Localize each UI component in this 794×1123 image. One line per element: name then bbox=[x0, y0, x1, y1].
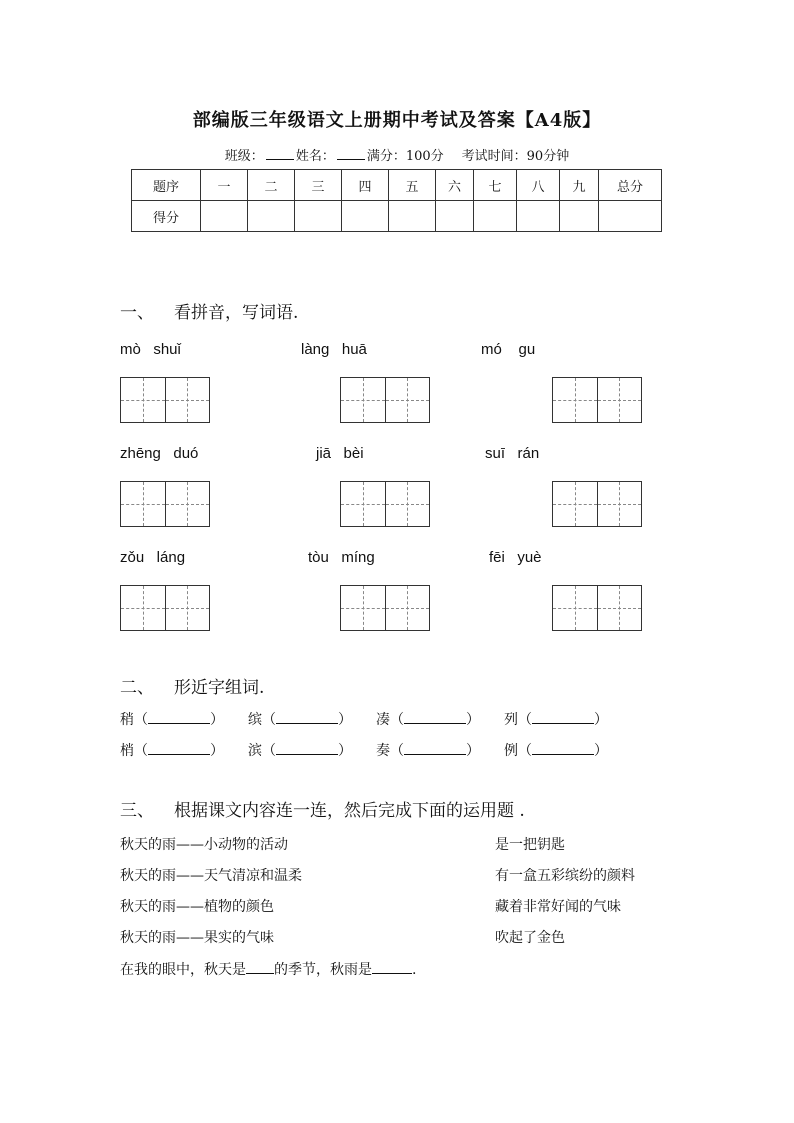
match-right-item[interactable]: 吹起了金色 bbox=[495, 930, 565, 946]
answer-blank[interactable] bbox=[276, 711, 338, 724]
character-grid[interactable] bbox=[120, 585, 210, 629]
character-grid[interactable] bbox=[552, 481, 642, 525]
score-table-header bbox=[132, 170, 662, 201]
answer-blank[interactable] bbox=[246, 961, 274, 974]
pinyin-label: suī rán bbox=[485, 445, 540, 462]
pinyin-label: mò shuǐ bbox=[120, 341, 181, 358]
section-number: 一、 bbox=[120, 303, 154, 323]
header-cell: 四 bbox=[342, 170, 389, 201]
character-grid[interactable] bbox=[552, 377, 642, 421]
character-grid[interactable] bbox=[340, 481, 430, 525]
name-blank[interactable] bbox=[337, 147, 365, 160]
answer-blank[interactable] bbox=[532, 742, 594, 755]
character-grid[interactable] bbox=[552, 585, 642, 629]
match-left-item[interactable]: 秋天的雨——果实的气味 bbox=[120, 930, 274, 946]
word-item: 稍（ ） bbox=[120, 712, 224, 728]
fill-in-sentence: 在我的眼中，秋天是 的季节，秋雨是 . bbox=[120, 962, 417, 978]
exam-time: 考试时间：90分钟 bbox=[461, 149, 570, 164]
score-cell[interactable] bbox=[599, 201, 662, 232]
score-cell[interactable] bbox=[201, 201, 248, 232]
name-label: 姓名： bbox=[295, 149, 335, 164]
score-table-row bbox=[132, 201, 662, 232]
score-cell[interactable] bbox=[474, 201, 517, 232]
word-item: 缤（ ） bbox=[248, 712, 352, 728]
score-table bbox=[131, 169, 662, 232]
word-item: 滨（ ） bbox=[248, 743, 352, 759]
exam-info bbox=[0, 145, 794, 164]
pinyin-label: làng huā bbox=[301, 341, 367, 358]
answer-blank[interactable] bbox=[404, 711, 466, 724]
pinyin-label: zǒu láng bbox=[120, 549, 186, 566]
match-right-item[interactable]: 藏着非常好闻的气味 bbox=[495, 899, 621, 915]
match-left-item[interactable]: 秋天的雨——小动物的活动 bbox=[120, 837, 288, 853]
section1-heading bbox=[120, 298, 298, 323]
full-score: 满分：100分 bbox=[366, 149, 444, 164]
answer-blank[interactable] bbox=[148, 711, 210, 724]
score-cell[interactable] bbox=[295, 201, 342, 232]
header-cell: 五 bbox=[389, 170, 436, 201]
score-cell[interactable] bbox=[560, 201, 599, 232]
class-blank[interactable] bbox=[266, 147, 294, 160]
score-cell[interactable] bbox=[517, 201, 560, 232]
page-title: 部编版三年级语文上册期中考试及答案【A4版】 bbox=[192, 110, 602, 131]
answer-blank[interactable] bbox=[148, 742, 210, 755]
character-grid[interactable] bbox=[340, 377, 430, 421]
header-cell: 总分 bbox=[599, 170, 662, 201]
header-cell: 八 bbox=[517, 170, 560, 201]
class-label: 班级： bbox=[224, 149, 264, 164]
header-cell: 七 bbox=[474, 170, 517, 201]
score-cell[interactable] bbox=[389, 201, 436, 232]
match-left-item[interactable]: 秋天的雨——天气清凉和温柔 bbox=[120, 868, 302, 884]
pinyin-label: fēi yuè bbox=[489, 549, 542, 566]
character-grid[interactable] bbox=[120, 481, 210, 525]
section2-heading bbox=[120, 673, 264, 698]
score-cell[interactable] bbox=[436, 201, 474, 232]
score-cell[interactable] bbox=[248, 201, 295, 232]
word-item: 凑（ ） bbox=[376, 712, 480, 728]
word-item: 列（ ） bbox=[504, 712, 608, 728]
section-title: 看拼音，写词语. bbox=[174, 303, 299, 323]
section-title: 根据课文内容连一连，然后完成下面的运用题 . bbox=[174, 801, 525, 821]
row-label: 得分 bbox=[132, 201, 201, 232]
header-cell: 六 bbox=[436, 170, 474, 201]
answer-blank[interactable] bbox=[532, 711, 594, 724]
answer-blank[interactable] bbox=[404, 742, 466, 755]
section-title: 形近字组词. bbox=[174, 678, 265, 698]
word-item: 例（ ） bbox=[504, 743, 608, 759]
word-item: 梢（ ） bbox=[120, 743, 224, 759]
section-number: 三、 bbox=[120, 801, 154, 821]
character-grid[interactable] bbox=[340, 585, 430, 629]
pinyin-label: jiā bèi bbox=[316, 445, 364, 462]
match-left-item[interactable]: 秋天的雨——植物的颜色 bbox=[120, 899, 274, 915]
section-number: 二、 bbox=[120, 678, 154, 698]
match-right-item[interactable]: 有一盒五彩缤纷的颜料 bbox=[495, 868, 635, 884]
header-cell: 二 bbox=[248, 170, 295, 201]
pinyin-label: tòu míng bbox=[308, 549, 375, 566]
header-cell: 三 bbox=[295, 170, 342, 201]
match-right-item[interactable]: 是一把钥匙 bbox=[495, 837, 565, 853]
pinyin-label: zhēng duó bbox=[120, 445, 199, 462]
answer-blank[interactable] bbox=[372, 961, 412, 974]
word-item: 奏（ ） bbox=[376, 743, 480, 759]
answer-blank[interactable] bbox=[276, 742, 338, 755]
pinyin-label: mó gu bbox=[481, 341, 536, 358]
character-grid[interactable] bbox=[120, 377, 210, 421]
section3-heading bbox=[120, 796, 525, 821]
score-cell[interactable] bbox=[342, 201, 389, 232]
header-cell: 九 bbox=[560, 170, 599, 201]
header-cell: 题序 bbox=[132, 170, 201, 201]
header-cell: 一 bbox=[201, 170, 248, 201]
